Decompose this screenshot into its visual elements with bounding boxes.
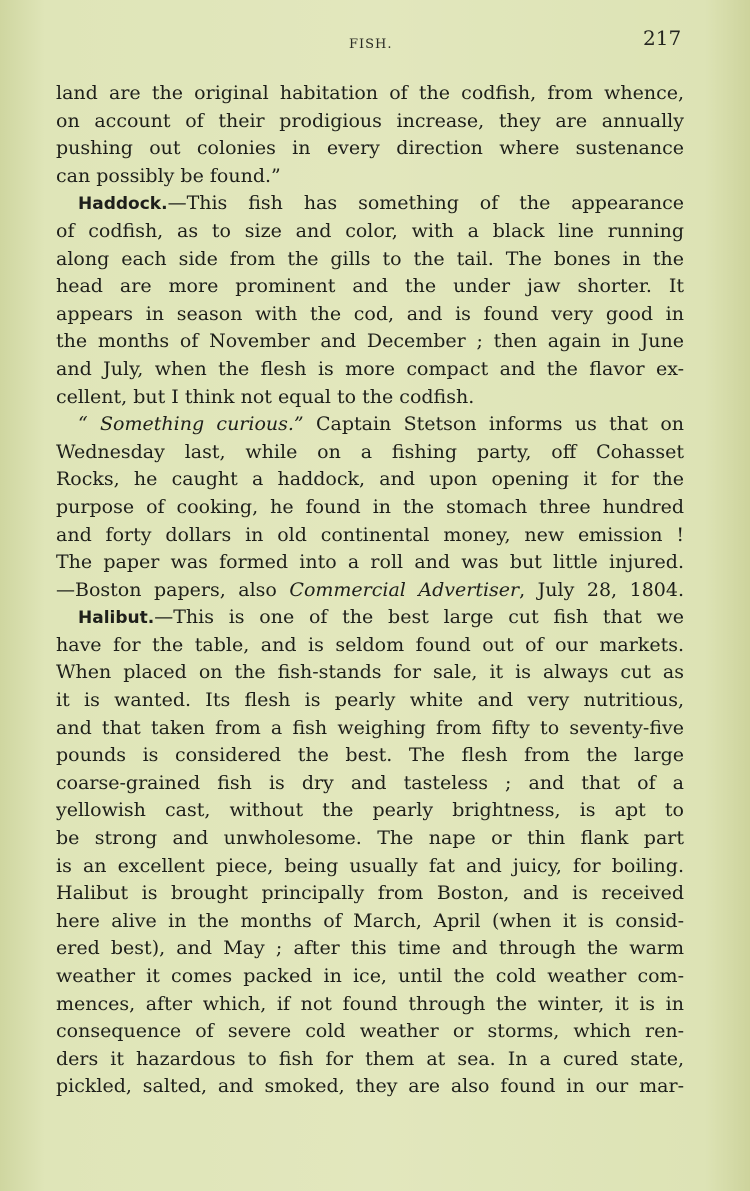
line-text: is an excellent piece, being usually fat and juicy, for boiling. bbox=[56, 854, 684, 877]
line-text: Rocks, he caught a haddock, and upon opening it for the bbox=[56, 468, 684, 491]
line-text: here alive in the months of March, April (when it is consid- bbox=[56, 909, 684, 932]
text-line bbox=[56, 577, 684, 605]
text-line bbox=[56, 411, 684, 439]
line-text: of codfish, as to size and color, with a black line running bbox=[56, 219, 684, 242]
line-text: weather it comes packed in ice, until the cold weather com- bbox=[56, 965, 684, 987]
text-line bbox=[56, 328, 684, 356]
line-text: and forty dollars in old continental money, new emission ! bbox=[56, 523, 684, 546]
text-line bbox=[56, 1046, 684, 1074]
text-line bbox=[56, 439, 684, 467]
line-text: Wednesday last, while on a fishing party, off Cohasset bbox=[56, 440, 684, 463]
page-number: 217 bbox=[643, 26, 682, 50]
running-head: FISH. bbox=[349, 37, 393, 52]
line-text: The paper was formed into a roll and was but little injured. bbox=[56, 551, 684, 574]
text-line bbox=[56, 356, 684, 384]
line-text: and that taken from a fish weighing from fifty to seventy-five bbox=[56, 716, 684, 739]
text-line bbox=[56, 80, 684, 108]
text-line bbox=[56, 246, 684, 274]
line-text: cellent, but I think not equal to the codfish. bbox=[56, 385, 475, 408]
text-line bbox=[56, 190, 684, 218]
text-line bbox=[56, 935, 684, 963]
line-text: have for the table, and is seldom found out of our markets. bbox=[56, 633, 684, 656]
text-line bbox=[56, 632, 684, 660]
line-text: pounds is considered the best. The flesh from the large bbox=[56, 744, 684, 767]
text-line bbox=[56, 880, 684, 908]
text-line bbox=[56, 1018, 684, 1046]
line-text: coarse-grained fish is dry and tasteless ; and that of a bbox=[56, 771, 684, 794]
line-text: the months of November and December ; then again in June bbox=[56, 330, 684, 353]
text-line bbox=[56, 522, 684, 550]
text-line bbox=[56, 659, 684, 687]
line-text: can possibly be found.” bbox=[56, 164, 281, 187]
text-line bbox=[56, 797, 684, 825]
text-line bbox=[56, 604, 684, 632]
line-text: appears in season with the cod, and is found very good in bbox=[56, 302, 684, 325]
line-text: pickled, salted, and smoked, they are also found in our mar- bbox=[56, 1075, 684, 1098]
line-text: ered best), and May ; after this time and through the warm bbox=[56, 937, 684, 960]
text-line bbox=[56, 742, 684, 770]
line-text: along each side from the gills to the tail. The bones in the bbox=[56, 247, 684, 270]
entry-headword: Haddock. bbox=[78, 194, 168, 215]
text-line bbox=[56, 163, 684, 191]
text-line bbox=[56, 1073, 684, 1101]
line-text: on account of their prodigious increase, they are annually bbox=[56, 109, 684, 132]
line-text: be strong and unwholesome. The nape or thin flank part bbox=[56, 827, 684, 850]
line-text: Halibut is brought principally from Boston, and is received bbox=[56, 882, 684, 905]
line-text: —This fish has something of the appearance bbox=[167, 192, 684, 215]
line-text: When placed on the fish-stands for sale, it is always cut as bbox=[56, 661, 684, 684]
italic-title: Commercial Advertiser bbox=[289, 578, 520, 601]
text-line bbox=[56, 273, 684, 301]
line-text: head are more prominent and the under jaw shorter. It bbox=[56, 275, 684, 298]
line-text: consequence of severe cold weather or storms, which ren- bbox=[56, 1020, 684, 1043]
text-line bbox=[56, 135, 684, 163]
text-line bbox=[56, 770, 684, 798]
line-text: yellowish cast, without the pearly brightness, is apt to bbox=[56, 799, 684, 822]
text-line bbox=[56, 301, 684, 329]
text-line bbox=[56, 384, 684, 412]
text-line bbox=[56, 825, 684, 853]
text-line bbox=[56, 466, 684, 494]
text-line bbox=[56, 908, 684, 936]
line-text: mences, after which, if not found through the winter, it is in bbox=[56, 992, 684, 1015]
text-line bbox=[56, 963, 684, 991]
line-text: —Boston papers, also bbox=[56, 578, 290, 601]
line-text-tail: , July 28, 1804. bbox=[519, 578, 684, 601]
text-line bbox=[56, 715, 684, 743]
text-line bbox=[56, 494, 684, 522]
text-line bbox=[56, 687, 684, 715]
body-text bbox=[56, 80, 684, 1101]
line-text: —This is one of the best large cut fish that we bbox=[154, 606, 684, 629]
line-text: Captain Stetson informs us that on bbox=[303, 413, 684, 436]
entry-headword: Halibut. bbox=[78, 608, 155, 629]
text-line bbox=[56, 108, 684, 136]
italic-phrase: “ Something curious.” bbox=[78, 413, 304, 436]
line-text: land are the original habitation of the codfish, from whence, bbox=[56, 82, 684, 104]
text-line bbox=[56, 853, 684, 881]
line-text: it is wanted. Its flesh is pearly white and very nutritious, bbox=[56, 689, 684, 712]
line-text: ders it hazardous to fish for them at sea. In a cured state, bbox=[56, 1047, 684, 1070]
line-text: and July, when the flesh is more compact and the flavor ex- bbox=[56, 357, 684, 380]
line-text: purpose of cooking, he found in the stomach three hundred bbox=[56, 495, 684, 518]
text-line bbox=[56, 549, 684, 577]
line-text: pushing out colonies in every direction where sustenance bbox=[56, 137, 684, 160]
text-line bbox=[56, 991, 684, 1019]
page-header bbox=[0, 26, 750, 56]
text-line bbox=[56, 218, 684, 246]
